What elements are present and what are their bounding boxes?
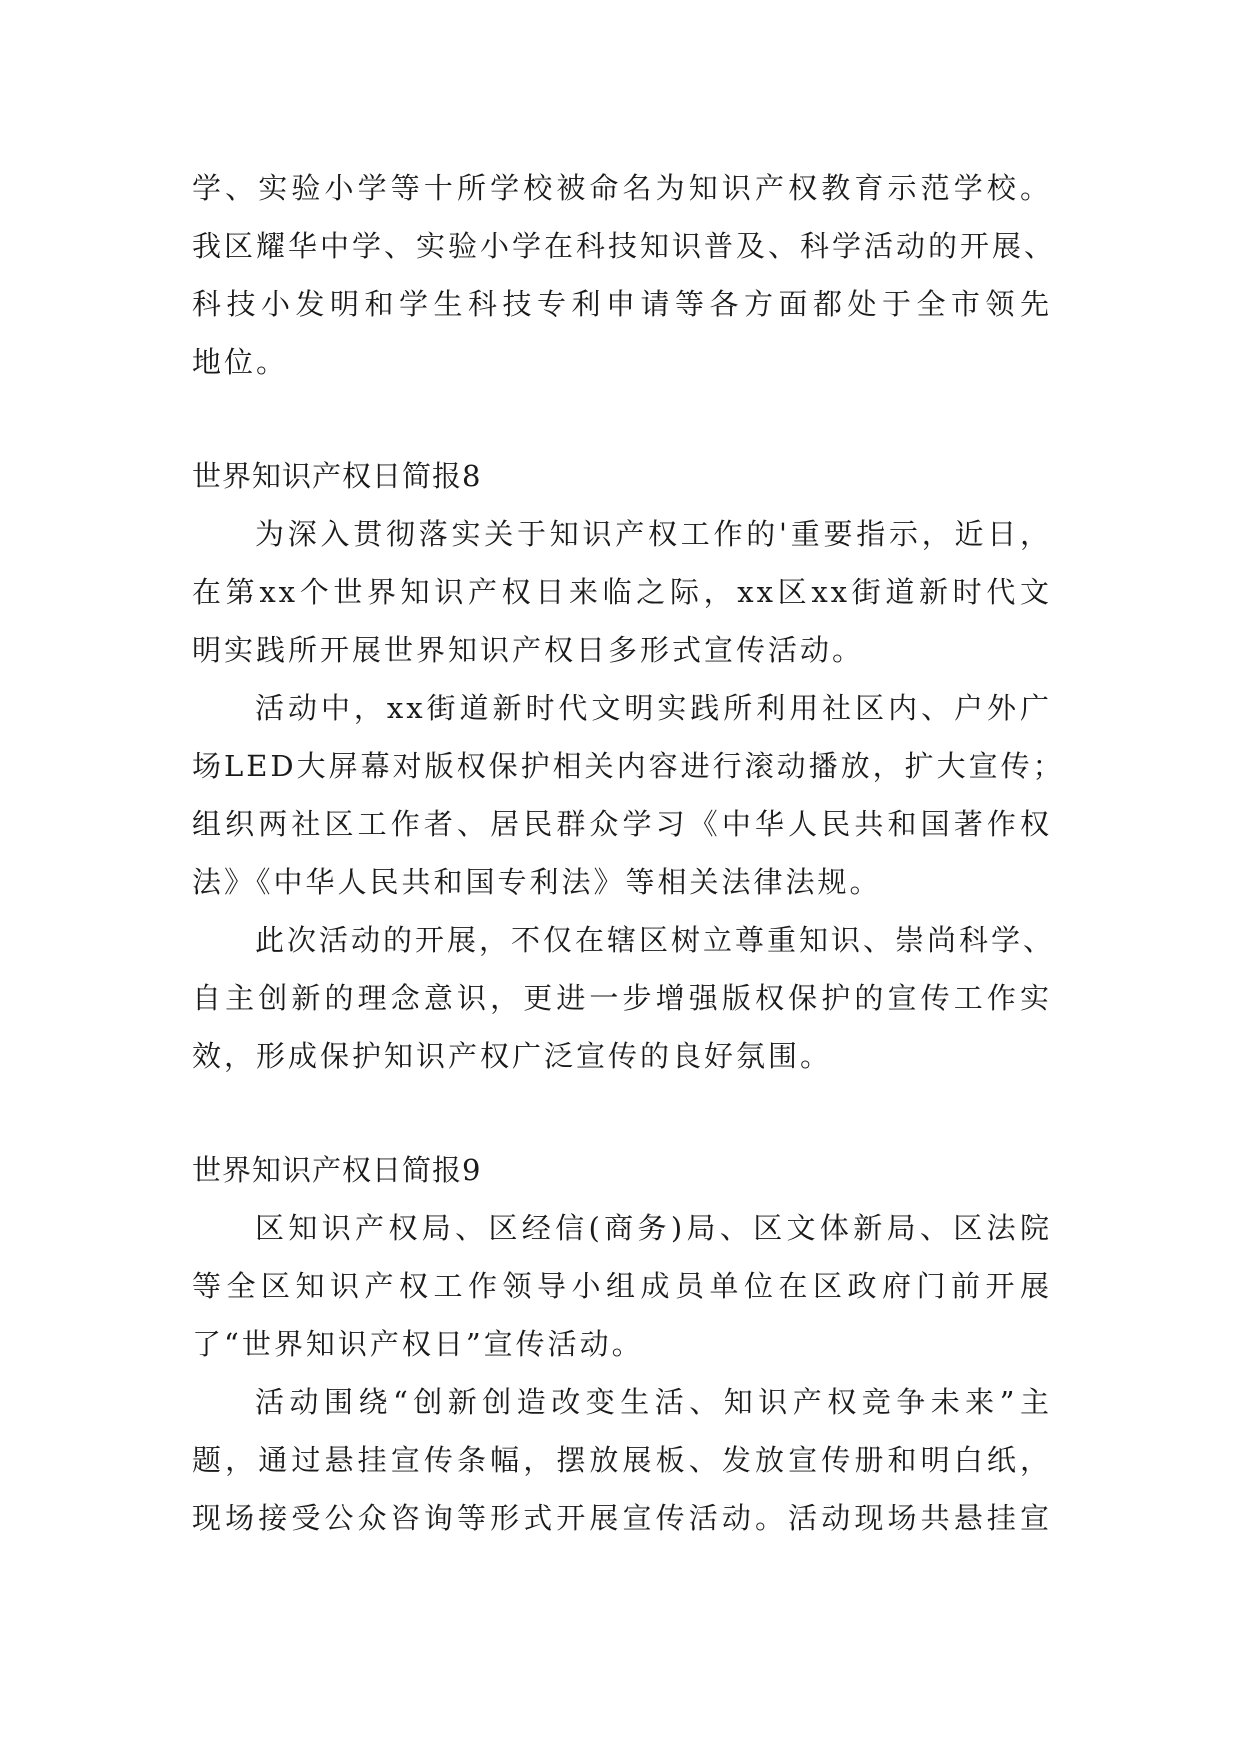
section-8-p2-line-4: 法》《中华人民共和国专利法》等相关法律法规。 — [192, 865, 882, 899]
section-8-p3-line-2: 自主创新的理念意识，更进一步增强版权保护的宣传工作实 — [192, 981, 1052, 1015]
section-8-p2-line-1: 活动中，xx街道新时代文明实践所利用社区内、户外广 — [255, 691, 1052, 725]
section-9-p2-line-3: 现场接受公众咨询等形式开展宣传活动。活动现场共悬挂宣 — [192, 1501, 1052, 1535]
section-8-heading: 世界知识产权日简报8 — [192, 459, 482, 493]
section-9-p1-line-2: 等全区知识产权工作领导小组成员单位在区政府门前开展 — [192, 1269, 1052, 1303]
section-9-heading: 世界知识产权日简报9 — [192, 1153, 482, 1187]
section-8-p1-line-1: 为深入贯彻落实关于知识产权工作的'重要指示，近日， — [255, 517, 1052, 551]
section-8-p3-line-3: 效，形成保护知识产权广泛宣传的良好氛围。 — [192, 1039, 833, 1073]
section-9-p1-line-3: 了“世界知识产权日”宣传活动。 — [192, 1327, 644, 1361]
section-8-p2-line-2: 场LED大屏幕对版权保护相关内容进行滚动播放，扩大宣传； — [192, 749, 1065, 783]
intro-line-4: 地位。 — [192, 345, 289, 379]
section-8-p1-line-3: 明实践所开展世界知识产权日多形式宣传活动。 — [192, 633, 865, 667]
section-8-p3-line-1: 此次活动的开展，不仅在辖区树立尊重知识、崇尚科学、 — [255, 923, 1056, 957]
intro-line-3: 科技小发明和学生科技专利申请等各方面都处于全市领先 — [192, 287, 1052, 321]
section-8-p1-line-2: 在第xx个世界知识产权日来临之际，xx区xx街道新时代文 — [192, 575, 1052, 609]
intro-line-2: 我区耀华中学、实验小学在科技知识普及、科学活动的开展、 — [192, 229, 1057, 263]
section-9-p1-line-1: 区知识产权局、区经信(商务)局、区文体新局、区法院 — [255, 1211, 1052, 1245]
section-9-p2-line-1: 活动围绕“创新创造改变生活、知识产权竞争未来”主 — [255, 1385, 1052, 1419]
intro-line-1: 学、实验小学等十所学校被命名为知识产权教育示范学校。 — [192, 171, 1052, 205]
section-8-p2-line-3: 组织两社区工作者、居民群众学习《中华人民共和国著作权 — [192, 807, 1052, 841]
section-9-p2-line-2: 题，通过悬挂宣传条幅，摆放展板、发放宣传册和明白纸， — [192, 1443, 1052, 1477]
